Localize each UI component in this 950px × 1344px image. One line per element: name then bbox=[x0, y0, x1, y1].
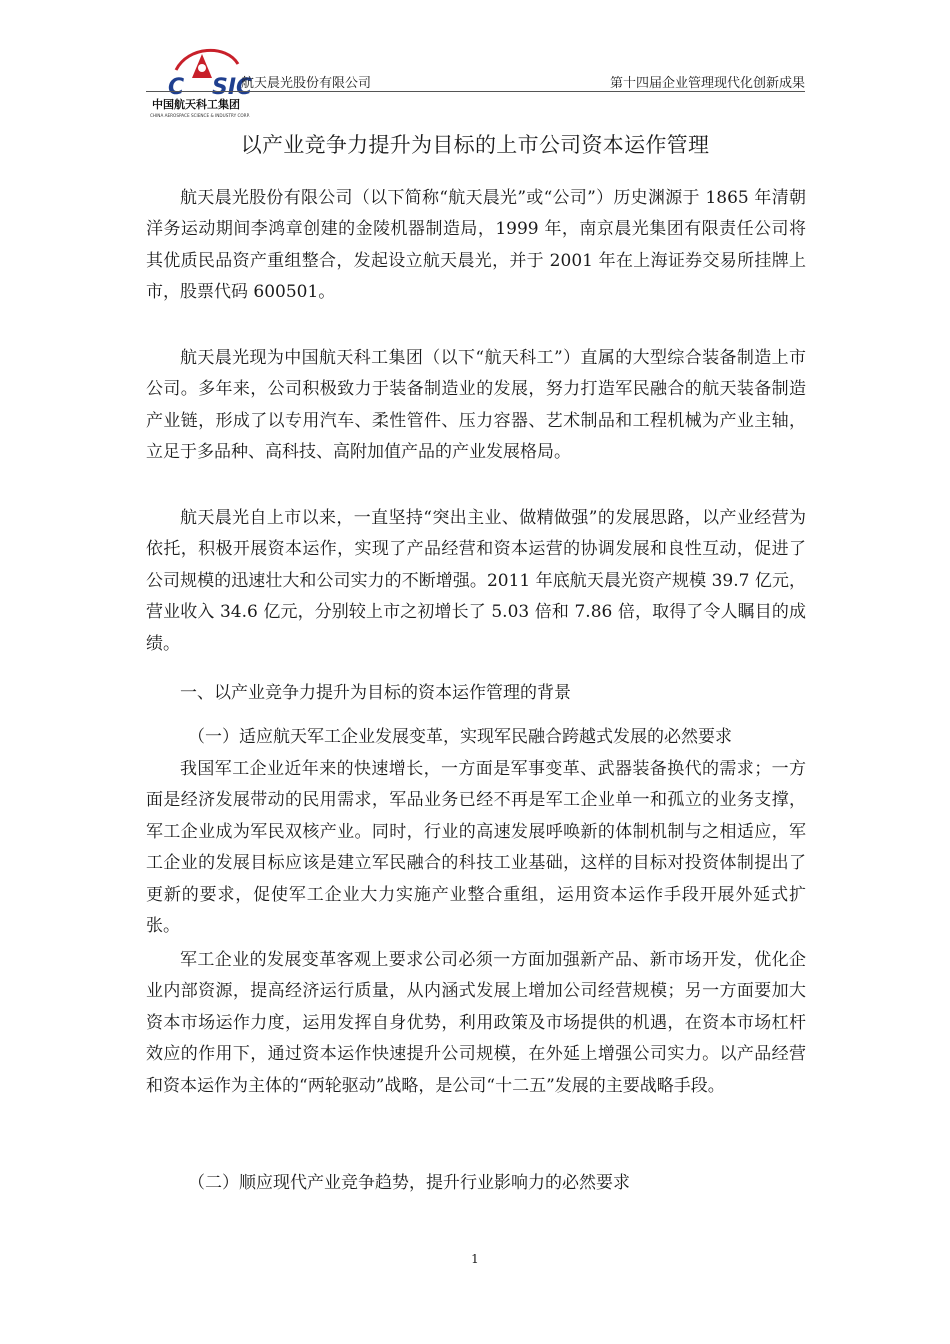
svg-text:SIC: SIC bbox=[212, 75, 253, 100]
page-number: 1 bbox=[471, 1252, 479, 1266]
paragraph-4: 我国军工企业近年来的快速增长，一方面是军事变革、武器装备换代的需求；一方面是经济发展带动的民用需求，军品业务已经不再是军工企业单一和孤立的业务支撑，军工企业成为军民双核产业。同时，行业的高速发展呼唤新的体制机制与之相适应，军工企业的发展目标应该是建立军民融合的科技工业基础，这样的目标对投资体制提出了更新的要求，促使军工企业大力实施产业整合重组，运用资本运作手段开展外延式扩张。 bbox=[146, 759, 806, 937]
paragraph-2: 航天晨光现为中国航天科工集团（以下“航天科工”）直属的大型综合装备制造上市公司。多年来，公司积极致力于装备制造业的发展，努力打造军民融合的航天装备制造产业链，形成了以专用汽车、柔性管件、压力容器、艺术制品和工程机械为产业主轴，立足于多品种、高科技、高附加值产品的产业发展格局。 bbox=[146, 348, 806, 463]
svg-text:C: C bbox=[168, 75, 185, 100]
svg-text:中国航天科工集团: 中国航天科工集团 bbox=[152, 98, 240, 111]
paragraph-1: 航天晨光股份有限公司（以下简称“航天晨光”或“公司”）历史渊源于 1865 年清朝洋务运动期间李鸿章创建的金陵机器制造局，1999 年，南京晨光集团有限责任公司将其优质民品资产重组整合，发起设立航天晨光，并于 2001 年在上海证券交易所挂牌上市，股票代码 600501。 bbox=[146, 188, 806, 303]
paragraph-3: 航天晨光自上市以来，一直坚持“突出主业、做精做强”的发展思路，以产业经营为依托，积极开展资本运作，实现了产品经营和资本运营的协调发展和良性互动，促进了公司规模的迅速壮大和公司实力的不断增强。2011 年底航天晨光资产规模 39.7 亿元，营业收入 34.6 亿元，分别较上市之初增长了 5.03 倍和 7.86 倍，取得了令人瞩目的成绩。 bbox=[146, 508, 806, 654]
svg-text:CHINA AEROSPACE SCIENCE & INDU: CHINA AEROSPACE SCIENCE & INDUSTRY CORP. bbox=[150, 113, 250, 118]
subsection-heading-1: （一）适应航天军工企业发展变革，实现军民融合跨越式发展的必然要求 bbox=[188, 727, 732, 747]
header-divider bbox=[146, 91, 805, 92]
document-title: 以产业竞争力提升为目标的上市公司资本运作管理 bbox=[240, 133, 710, 157]
header-company-name: 航天晨光股份有限公司 bbox=[241, 76, 372, 91]
section-heading-1: 一、以产业竞争力提升为目标的资本运作管理的背景 bbox=[180, 683, 571, 703]
header-award-title: 第十四届企业管理现代化创新成果 bbox=[609, 76, 805, 91]
paragraph-5: 军工企业的发展变革客观上要求公司必须一方面加强新产品、新市场开发，优化企业内部资源，提高经济运行质量，从内涵式发展上增加公司经营规模；另一方面要加大资本市场运作力度，运用发挥自身优势，利用政策及市场提供的机遇，在资本市场杠杆效应的作用下，通过资本运作快速提升公司规模，在外延上增强公司实力。以产品经营和资本运作为主体的“两轮驱动”战略，是公司“十二五”发展的主要战略手段。 bbox=[146, 950, 806, 1096]
subsection-heading-2: （二）顺应现代产业竞争趋势，提升行业影响力的必然要求 bbox=[188, 1173, 630, 1193]
